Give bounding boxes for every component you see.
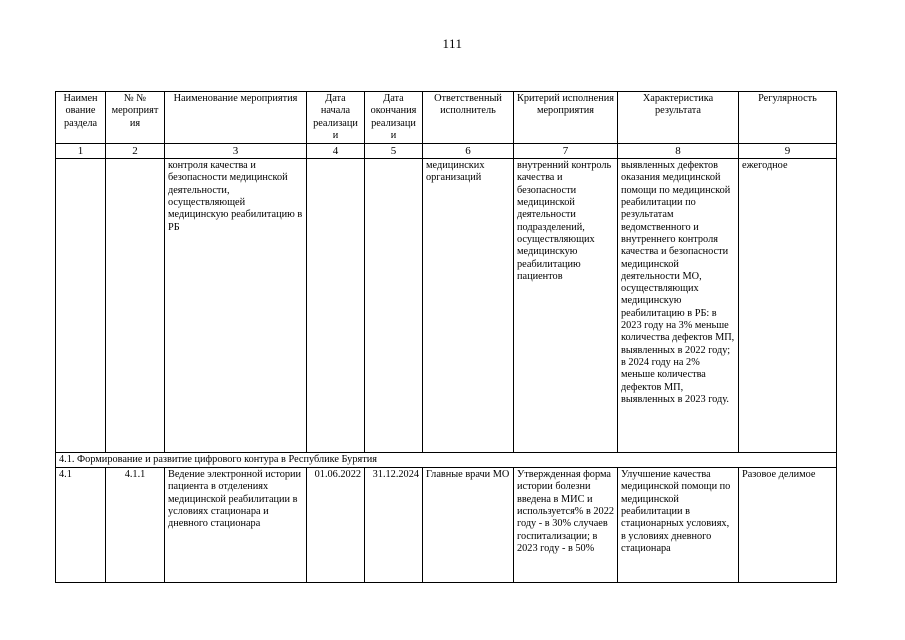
header-cell-result: Характеристика результата — [618, 92, 739, 144]
column-number-row — [56, 144, 837, 159]
header-row — [56, 92, 837, 144]
header-cell-criterion: Критерий исполнения мероприятия — [514, 92, 618, 144]
cell-result: выявленных дефектов оказания медицинской помощи по медицинской реабилитации по результатам ведомственного и внутреннего контроля качества и безопасности медицинской деятельности МО, осуществляющих медицинскую реабилитацию в РБ: в 2023 году на 3% меньше количества дефектов МП, выявленных в 2022 году; в 2024 году на 2% меньше количества дефектов МП, выявленных в 2023 году. — [618, 159, 739, 453]
column-number: 9 — [739, 144, 837, 159]
cell-regularity: Разовое делимое — [739, 468, 837, 583]
header-cell-end-date: Дата окончания реализаци и — [365, 92, 423, 144]
cell-result: Улучшение качества медицинской помощи по медицинской реабилитации в стационарных условиях, в условиях дневного стационара — [618, 468, 739, 583]
cell-criterion: внутренний контроль качества и безопасности медицинской деятельности подразделений, осуществляющих медицинскую реабилитацию пациентов — [514, 159, 618, 453]
cell-section: 4.1 — [56, 468, 106, 583]
column-number: 4 — [307, 144, 365, 159]
cell-start-date: 01.06.2022 — [307, 468, 365, 583]
header-cell-activity-name: Наименование мероприятия — [165, 92, 307, 144]
header-cell-regularity: Регулярность — [739, 92, 837, 144]
column-number: 5 — [365, 144, 423, 159]
column-number: 3 — [165, 144, 307, 159]
column-number: 6 — [423, 144, 514, 159]
header-cell-section-name: Наимен ование раздела — [56, 92, 106, 144]
cell-regularity: ежегодное — [739, 159, 837, 453]
cell-section — [56, 159, 106, 453]
cell-start-date — [307, 159, 365, 453]
activity-table — [55, 91, 837, 583]
table-row-continuation — [56, 159, 837, 453]
header-cell-activity-number: № № мероприят ия — [106, 92, 165, 144]
page-number: 111 — [442, 36, 463, 51]
header-cell-responsible: Ответственный исполнитель — [423, 92, 514, 144]
cell-end-date — [365, 159, 423, 453]
column-number: 7 — [514, 144, 618, 159]
cell-end-date: 31.12.2024 — [365, 468, 423, 583]
table-row-4-1 — [56, 468, 837, 583]
column-number: 8 — [618, 144, 739, 159]
column-number: 1 — [56, 144, 106, 159]
cell-activity-name: Ведение электронной истории пациента в отделениях медицинской реабилитации в условиях стационара и дневного стационара — [165, 468, 307, 583]
section-row — [56, 453, 837, 468]
cell-criterion: Утвержденная форма истории болезни введена в МИС и используется% в 2022 году - в 30% случаев госпитализации; в 2023 году - в 50% — [514, 468, 618, 583]
column-number: 2 — [106, 144, 165, 159]
cell-activity-name: контроля качества и безопасности медицинской деятельности, осуществляющей медицинскую реабилитацию в РБ — [165, 159, 307, 453]
cell-activity-number: 4.1.1 — [106, 468, 165, 583]
cell-responsible: Главные врачи МО — [423, 468, 514, 583]
section-title: 4.1. Формирование и развитие цифрового контура в Республике Бурятия — [56, 453, 837, 468]
cell-responsible: медицинских организаций — [423, 159, 514, 453]
cell-activity-number — [106, 159, 165, 453]
header-cell-start-date: Дата начала реализаци и — [307, 92, 365, 144]
